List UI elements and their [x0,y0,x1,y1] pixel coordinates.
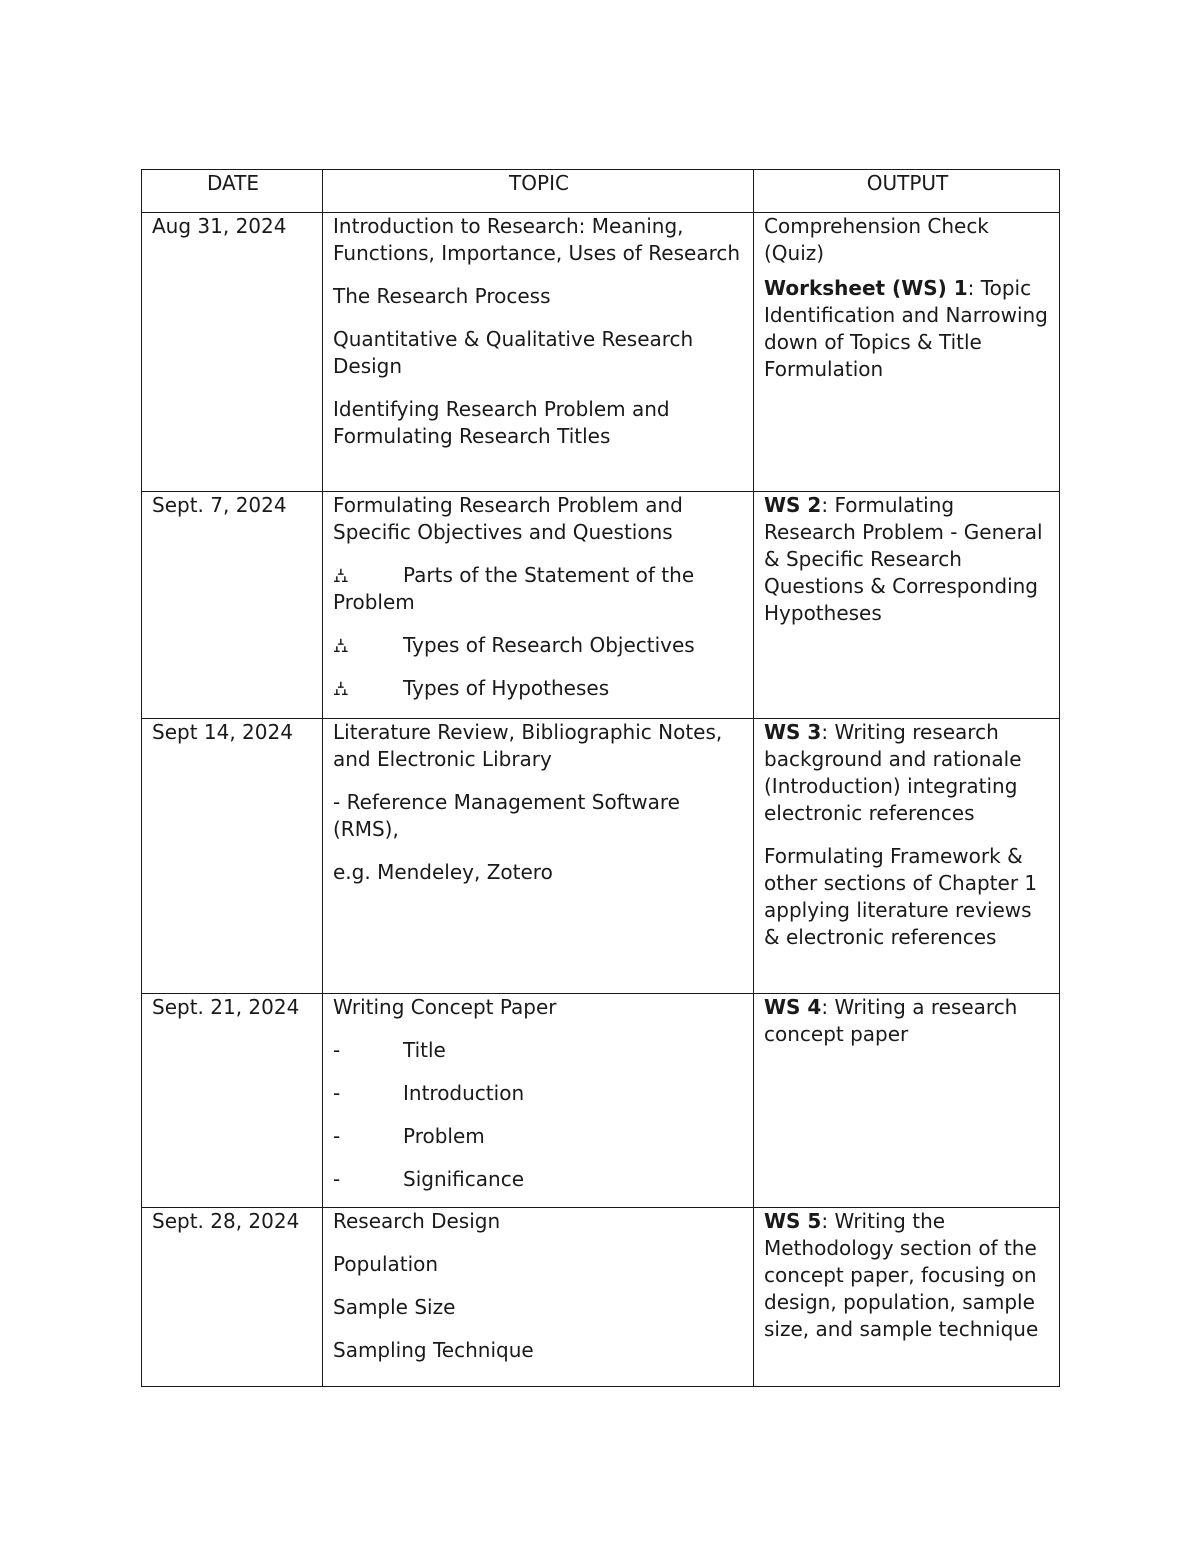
date-cell: Sept. 28, 2024 [142,1208,323,1387]
table-row [142,492,1060,719]
table-row [142,719,1060,994]
worksheet-text: : Writing the Methodology section of the concept paper, focusing on design, population, sample size, and sample technique [764,1209,1039,1341]
worksheet-text: : Writing research background and rationale (Introduction) integrating electronic references [764,720,1022,825]
date-cell: Sept. 21, 2024 [142,994,323,1208]
dash-icon: - [333,1038,341,1062]
topic-line: e.g. Mendeley, Zotero [333,860,553,884]
bullet-text: Introduction [403,1081,525,1105]
topic-line: Writing Concept Paper [333,995,557,1019]
topic-line: Identifying Research Problem and Formulating Research Titles [333,397,670,448]
table-row [142,213,1060,492]
bullet-text: Significance [403,1167,525,1191]
list-item [333,1123,745,1150]
topic-line: Sampling Technique [333,1338,534,1362]
dash-icon: - [333,1124,341,1148]
bullet-text: Parts of the Statement of the Problem [333,563,695,614]
topic-line: Research Design [333,1209,501,1233]
bullet-icon: ⛼ [333,676,349,700]
worksheet-text: : Writing a research concept paper [764,995,1018,1046]
header-output: OUTPUT [754,170,1060,213]
list-item [333,1166,745,1193]
bullet-icon: ⛼ [333,563,349,587]
output-worksheet [764,492,1051,627]
table-row [142,1208,1060,1387]
worksheet-label: WS 5 [764,1209,822,1233]
bullet-text: Problem [403,1124,485,1148]
output-worksheet [764,275,1051,383]
topic-cell [323,719,754,994]
worksheet-label: WS 3 [764,720,822,744]
list-item [333,1080,745,1107]
output-worksheet [764,994,1051,1048]
topic-line: Sample Size [333,1295,456,1319]
dash-icon: - [333,1081,341,1105]
worksheet-text: : Topic Identification and Narrowing down of Topics & Title Formulation [764,276,1048,381]
topic-line: Literature Review, Bibliographic Notes, and Electronic Library [333,720,723,771]
bullet-icon: ⛼ [333,633,349,657]
list-item [333,675,745,702]
output-cell [754,213,1060,492]
topic-line: - Reference Management Software (RMS), [333,790,680,841]
output-cell [754,492,1060,719]
list-item [333,632,745,659]
worksheet-label: WS 2 [764,493,822,517]
worksheet-label: Worksheet (WS) 1 [764,276,968,300]
list-item [333,562,745,616]
worksheet-text: : Formulating Research Problem - General & Specific Research Questions & Corresponding Hypotheses [764,493,1043,625]
output-worksheet [764,1208,1051,1343]
topic-line: Quantitative & Qualitative Research Design [333,327,694,378]
topic-cell [323,994,754,1208]
output-intro: Comprehension Check (Quiz) [764,214,989,265]
topic-line: Introduction to Research: Meaning, Functions, Importance, Uses of Research [333,214,741,265]
topic-cell [323,213,754,492]
header-topic: TOPIC [323,170,754,213]
schedule-table [141,169,1060,1387]
topic-line: The Research Process [333,284,551,308]
bullet-text: Title [403,1038,446,1062]
bullet-text: Types of Hypotheses [403,676,610,700]
output-worksheet [764,719,1051,827]
topic-cell [323,492,754,719]
worksheet-label: WS 4 [764,995,822,1019]
topic-cell [323,1208,754,1387]
date-cell: Sept 14, 2024 [142,719,323,994]
header-row [142,170,1060,213]
dash-icon: - [333,1167,341,1191]
table-row [142,994,1060,1208]
output-cell [754,719,1060,994]
date-cell: Aug 31, 2024 [142,213,323,492]
date-cell: Sept. 7, 2024 [142,492,323,719]
header-date: DATE [142,170,323,213]
bullet-text: Types of Research Objectives [403,633,695,657]
list-item [333,1037,745,1064]
output-extra: Formulating Framework & other sections of Chapter 1 applying literature reviews & electronic references [764,844,1038,949]
topic-line: Population [333,1252,439,1276]
output-cell [754,994,1060,1208]
output-cell [754,1208,1060,1387]
topic-line: Formulating Research Problem and Specific Objectives and Questions [333,493,683,544]
